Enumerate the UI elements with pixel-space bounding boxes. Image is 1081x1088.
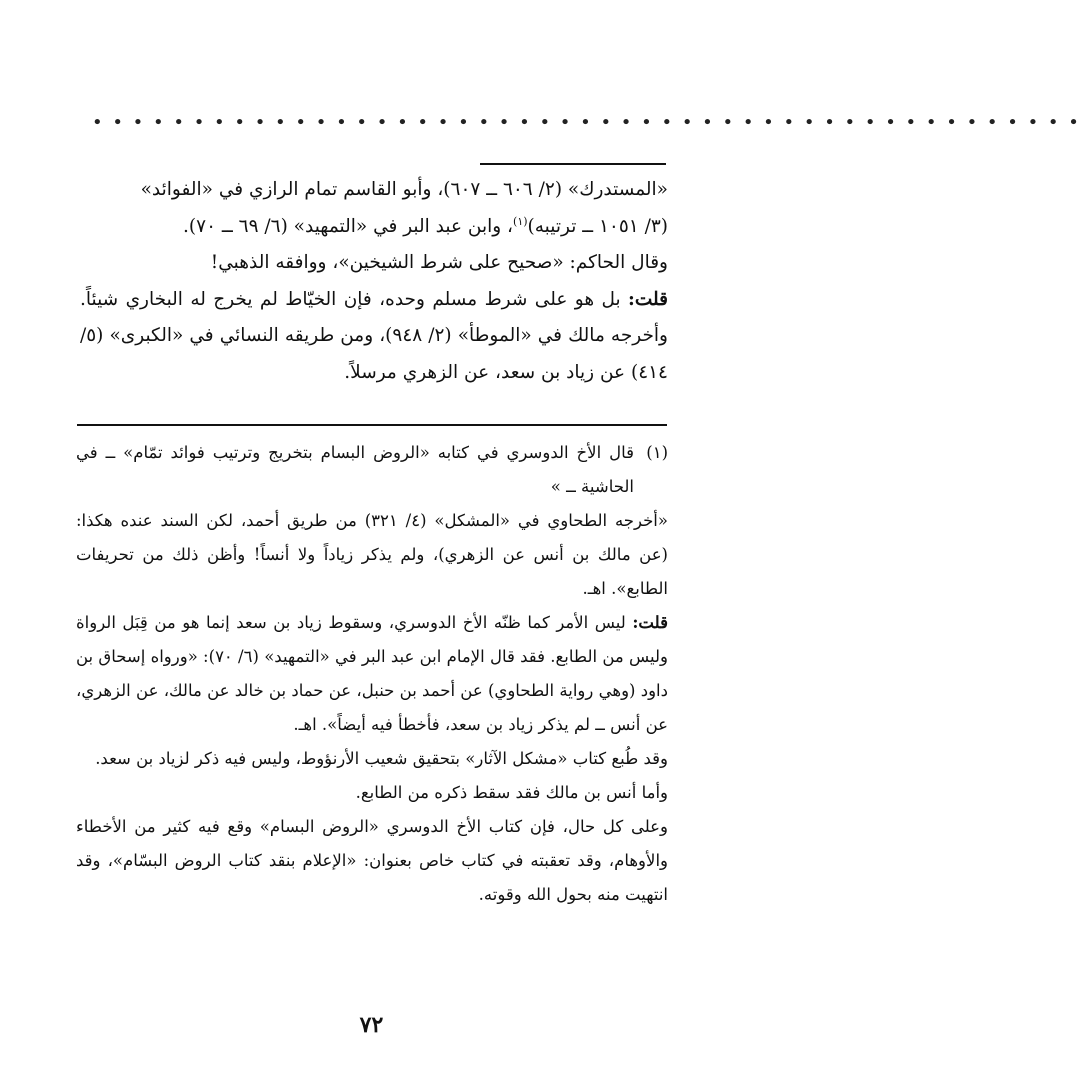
footnote-1 bbox=[76, 436, 668, 504]
main-line-1: «المستدرك» (٢/ ٦٠٦ ــ ٦٠٧)، وأبو القاسم تمام الرازي في «الفوائد» bbox=[140, 179, 668, 200]
footnote-para-5: وأما أنس بن مالك فقد سقط ذكره من الطابع. bbox=[355, 783, 668, 802]
main-text bbox=[80, 172, 668, 391]
footnotes bbox=[76, 436, 668, 912]
section-rule bbox=[480, 163, 666, 165]
footnote-separator bbox=[77, 424, 667, 426]
footnote-para-3 bbox=[76, 606, 668, 742]
main-line-2-start: (٣/ ١٠٥١ ــ ترتيبه) bbox=[527, 215, 668, 237]
footnote-para-6: وعلى كل حال، فإن كتاب الأخ الدوسري «الروض البسام» وقع فيه كثير من الأخطاء والأوهام، وقد تعقبته في كتاب خاص بعنوان: «الإعلام بنقد كتاب الروض البسّام»، وقد انتهيت منه بحول الله وقوته. bbox=[76, 817, 668, 904]
top-dotted-separator: • • • • • • • • • • • • • • • • • • • • • • • • • • • • • • • • • • • • • • • • • • • • • • • • • bbox=[92, 112, 1081, 133]
main-paragraph-qult bbox=[80, 282, 668, 392]
qult-text: بل هو على شرط مسلم وحده، فإن الخيّاط لم يخرج له البخاري شيئاً. وأخرجه مالك في «الموطأ» (٢/ ٩٤٨)، ومن طريقه النسائي في «الكبرى» (٥/ ٤١٤) عن زياد بن سعد، عن الزهري مرسلاً. bbox=[80, 288, 668, 383]
qult-label: قلت: bbox=[628, 288, 668, 310]
footnote-qult-text: ليس الأمر كما ظنّه الأخ الدوسري، وسقوط زياد بن سعد إنما هو من قِبَل الرواة وليس من الطابع. فقد قال الإمام ابن عبد البر في «التمهيد» (٦/ ٧٠): «ورواه إسحاق بن داود (وهي رواية الطحاوي) عن أحمد بن حنبل، عن حماد بن خالد عن مالك، عن الزهري، عن أنس ــ لم يذكر زياد بن سعد، فأخطأ فيه أيضاً». اهـ. bbox=[76, 613, 668, 734]
footnote-para-4: وقد طُبع كتاب «مشكل الآثار» بتحقيق شعيب الأرنؤوط، وليس فيه ذكر لزياد بن سعد. bbox=[95, 749, 668, 768]
footnote-first-para: قال الأخ الدوسري في كتابه «الروض البسام بتخريج وترتيب فوائد تمّام» ــ في الحاشية ــ » bbox=[76, 443, 634, 496]
page-number: ٧٢ bbox=[359, 1012, 384, 1038]
footnote-para-2: «أخرجه الطحاوي في «المشكل» (٤/ ٣٢١) من طريق أحمد، لكن السند عنده هكذا: (عن مالك بن أنس عن الزهري)، ولم يذكر زياداً ولا أنساً! وأظن ذلك من تحريفات الطابع». اهـ. bbox=[76, 511, 668, 598]
main-line-2 bbox=[80, 209, 668, 246]
main-line-3: وقال الحاكم: «صحيح على شرط الشيخين»، ووافقه الذهبي! bbox=[210, 252, 668, 273]
footnote-reference[interactable]: (١) bbox=[513, 214, 528, 228]
main-line-2-end: ، وابن عبد البر في «التمهيد» (٦/ ٦٩ ــ ٧٠). bbox=[183, 215, 514, 237]
footnote-qult-label: قلت: bbox=[632, 613, 668, 632]
footnote-number: (١) bbox=[646, 443, 668, 462]
